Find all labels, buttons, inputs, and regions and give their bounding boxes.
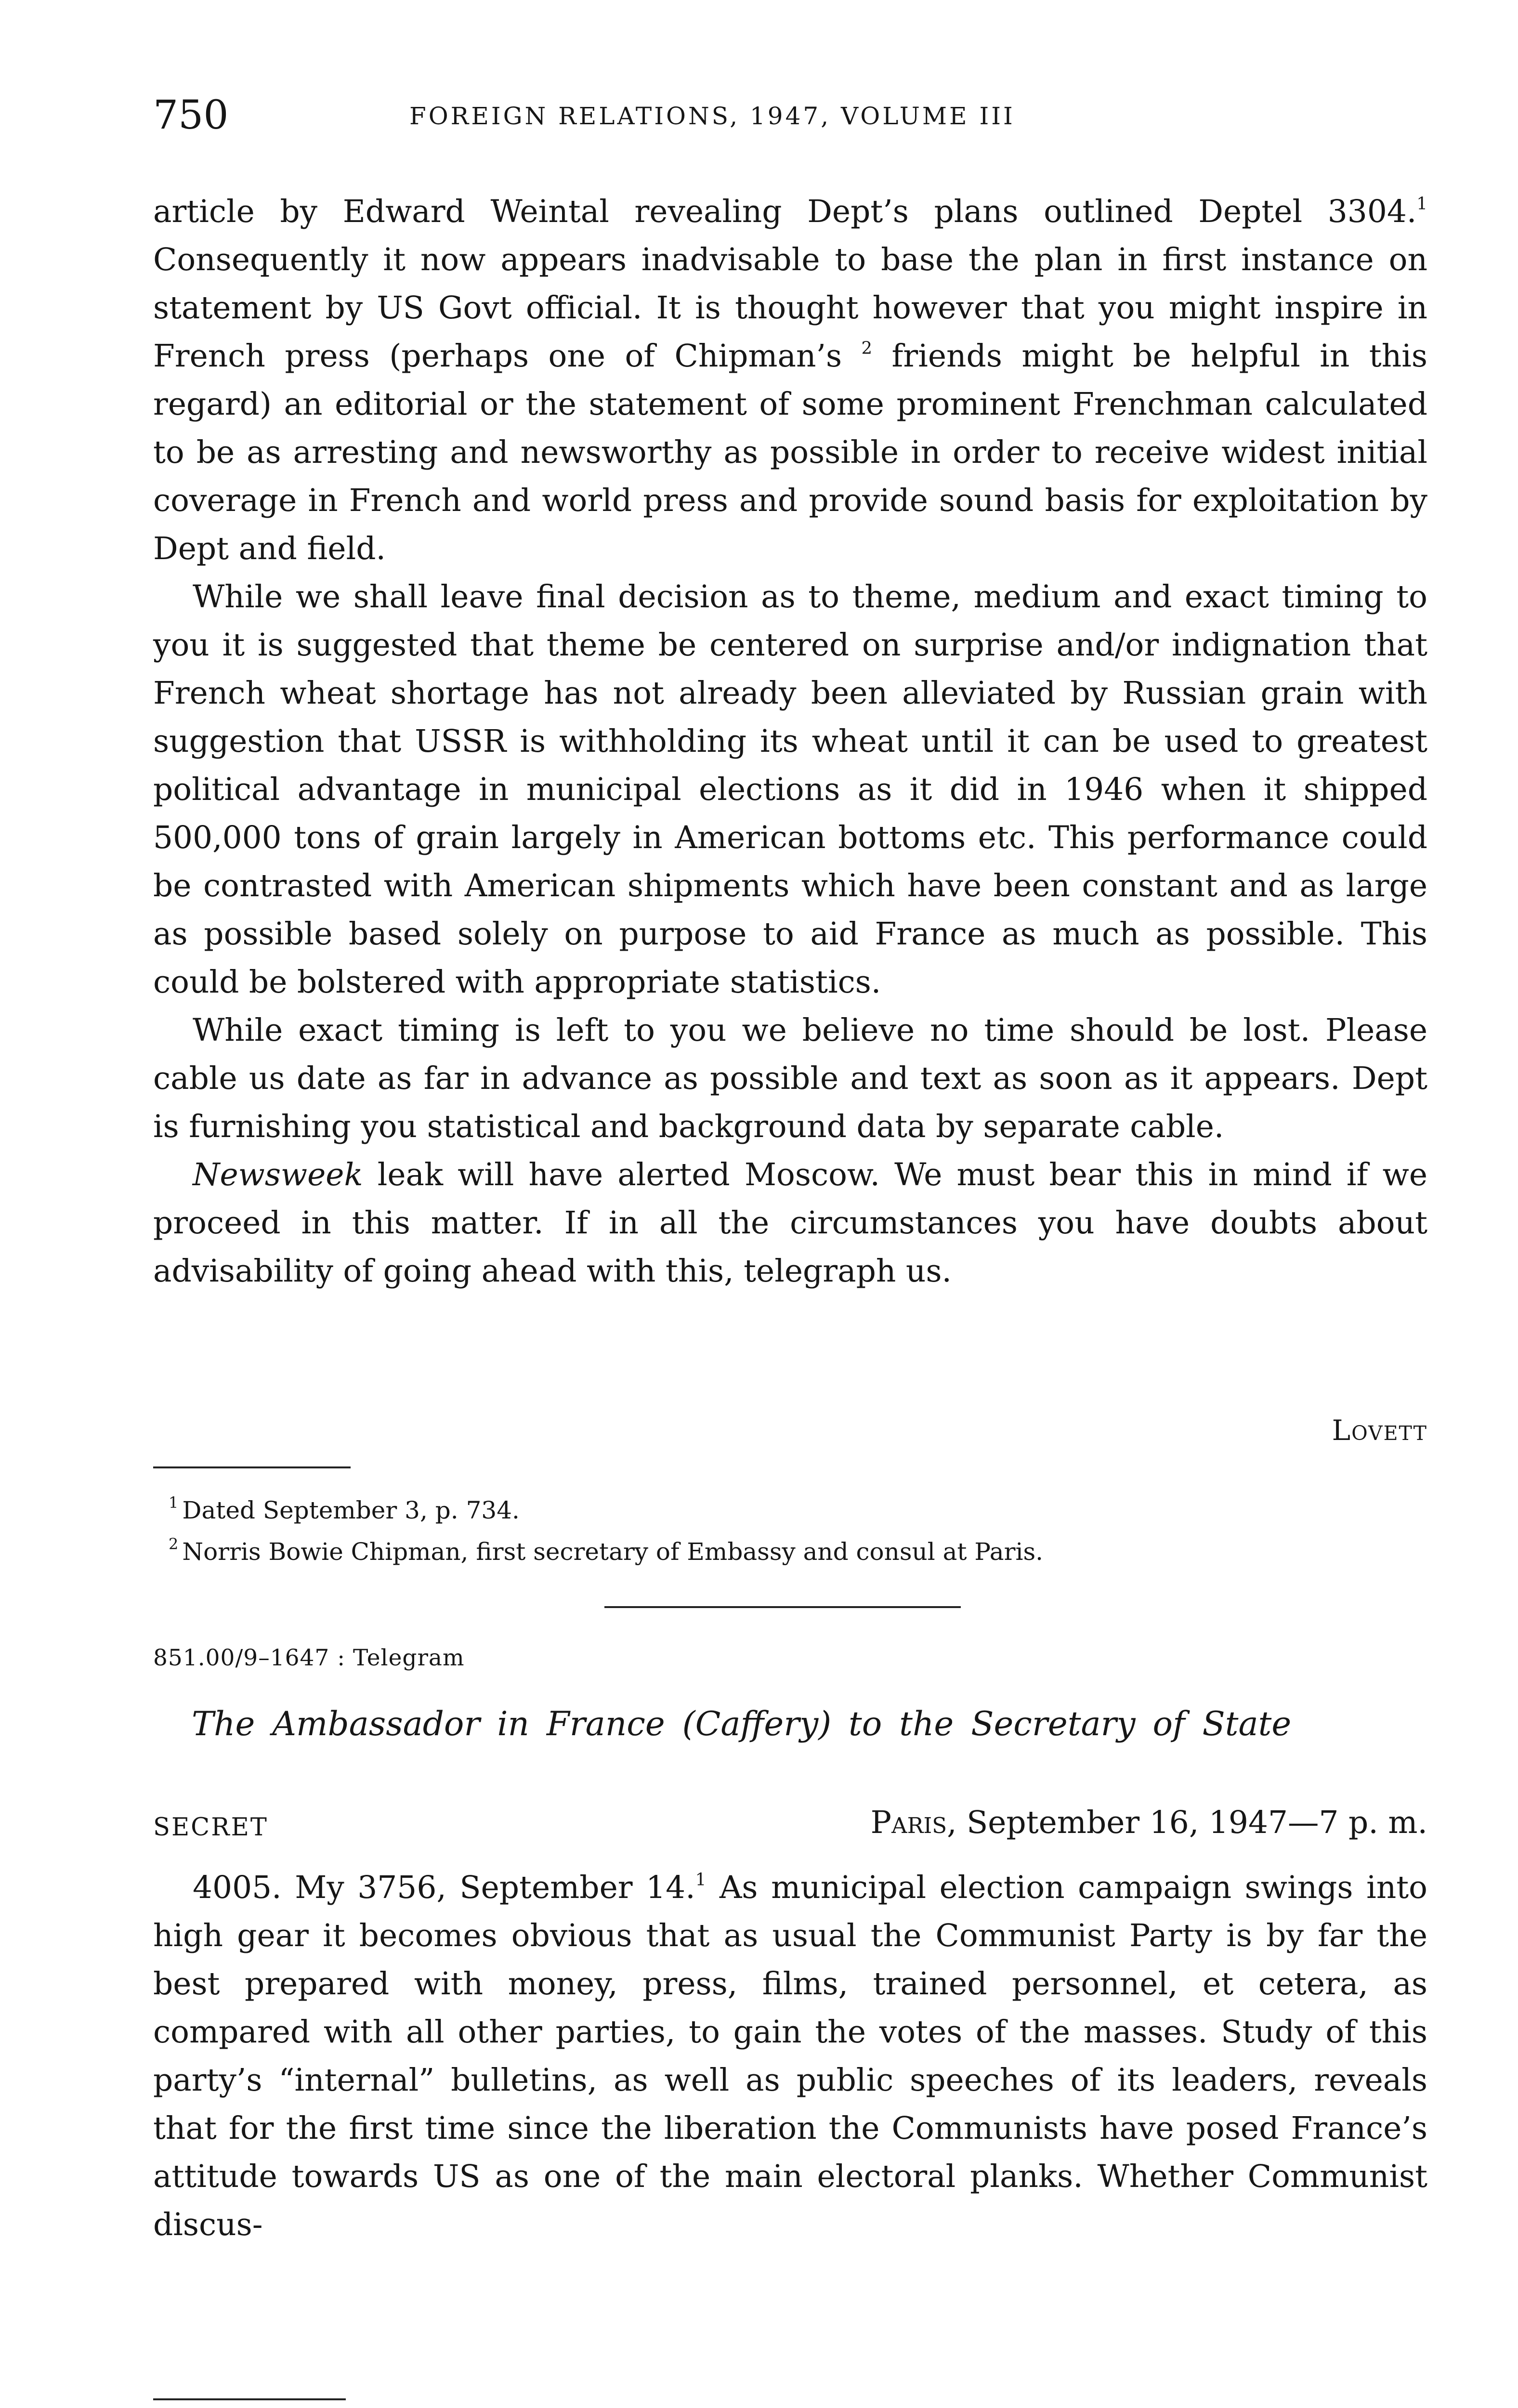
letter-paragraph: While we shall leave final decision as to theme, medium and exact timing to you it is suggested that theme be centered on surprise and/or indignation that French wheat shortage has not already been alleviated by Russian grain with suggestion that USSR is withholding its wheat until it can be used to greatest political advantage in municipal elections as it did in 1946 when it shipped 500,000 tons of grain largely in American bottoms etc. This performance could be contrasted with American shipments which have been constant and as large as possible based solely on purpose to aid France as much as possible. This could be bolstered with appropriate statistics. [153, 579, 1427, 1000]
letter-footnotes [169, 1486, 1421, 1569]
letter-paragraph: While exact timing is left to you we believe no time should be lost. Please cable us date as far in advance as possible and text as soon as it appears. Dept is furnishing you statistical and background data by separate cable. [153, 1012, 1427, 1145]
footnote-ref: 1 [1416, 194, 1427, 214]
footnote-rule [153, 2398, 346, 2400]
classification-label: SECRET [153, 1813, 268, 1842]
publication-name: Newsweek [193, 1157, 363, 1193]
file-reference: 851.00/9–1647 : Telegram [153, 1645, 465, 1671]
document-title: The Ambassador in France (Caffery) to the Secretary of State [192, 1705, 1292, 1743]
signature: Lovett [1332, 1414, 1427, 1447]
page-header [153, 89, 1427, 142]
footnote: $^2$ Norris Bowie Chipman, first secretary of Embassy and consul at Paris. [169, 1535, 1044, 1566]
footnote-ref: 1 [695, 1870, 707, 1890]
footnote-ref: 2 [861, 338, 873, 358]
page-number: 750 [153, 92, 229, 138]
dateline-date: , September 16, 1947—7 p. m. [947, 1805, 1427, 1841]
telegram-paragraph: 4005. My 3756, September 14.$^1$ As municipal election campaign swings into high gear it becomes obvious that as usual the Communist Party is by far the best prepared with money, press, films, trained personnel, et cetera, as compared with all other parties, to gain the votes of the masses. Study of this party’s “internal” bulletins, as well as public speeches of its leaders, reveals that for the first time since the liberation the Communists have posed France’s attitude towards US as one of the main electoral planks. Whether Communist discus- [153, 1870, 1427, 2243]
letter-paragraph: article by Edward Weintal revealing Dept’s plans outlined Deptel 3304.$^1$ Consequently it now appears inadvisable to base the plan in first instance on statement by US Govt official. It is thought however that you might inspire in French press (perhaps one of Chipman’s $^2$ friends might be helpful in this regard) an editorial or the statement of some prominent Frenchman calculated to be as arresting and newsworthy as possible in order to receive widest initial coverage in French and world press and provide sound basis for exploitation by Dept and field. [153, 194, 1427, 567]
dateline-place: Paris [870, 1805, 947, 1841]
footnote: $^1$ Dated September 3, p. 734. [169, 1493, 520, 1524]
running-head: FOREIGN RELATIONS, 1947, VOLUME III [409, 102, 1015, 130]
letter-body [153, 188, 1427, 1296]
footnote-rule [153, 1466, 351, 1468]
letter-paragraph: Newsweek leak will have alerted Moscow. We must bear this in mind if we proceed in this matter. If in all the circumstances you have doubts about advisability of going ahead with this, telegraph us. [153, 1157, 1427, 1289]
dateline [871, 1796, 1427, 1849]
telegram-body [153, 1864, 1427, 2249]
section-divider [604, 1606, 961, 1608]
